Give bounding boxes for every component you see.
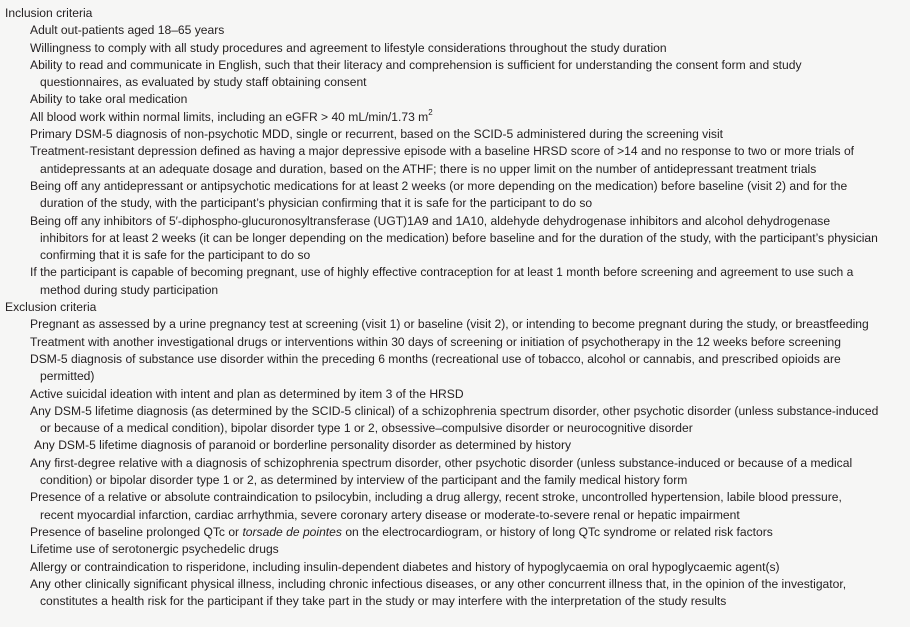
- exclusion-item: Presence of baseline prolonged QTc or torsade de pointes on the electrocardiogram, or history of long QTc syndrome or related risk factors: [30, 524, 773, 539]
- exclusion-item: Active suicidal ideation with intent and plan as determined by item 3 of the HRSD: [30, 386, 464, 401]
- exclusion-item: Lifetime use of serotonergic psychedelic drugs: [30, 542, 279, 557]
- inclusion-item: Being off any antidepressant or antipsychotic medications for at least 2 weeks (or more depending on the medication) before baseline (visit 2) and for the duration of the study, with the participant’s physician confirming that it is safe for the participant to do so: [30, 178, 848, 211]
- inclusion-item: Being off any inhibitors of 5′-diphospho-glucuronosyltransferase (UGT)1A9 and 1A10, aldehyde dehydrogenase inhibitors and alcohol dehydrogenase inhibitors for at least 2 weeks (it can be longer depending on the medication) before baseline and for the duration of the study, with the participant’s physician confirming that it is safe for the participant to do so: [30, 213, 878, 263]
- exclusion-item: Any first-degree relative with a diagnosis of schizophrenia spectrum disorder, other psychotic disorder (unless substance-induced or because of a medical condition) or bipolar disorder type 1 or 2, as determined by interview of the participant and the family medical history form: [30, 455, 853, 488]
- exclusion-item: DSM-5 diagnosis of substance use disorder within the preceding 6 months (recreational use of tobacco, alcohol or cannabis, and prescribed opioids are permitted): [30, 351, 841, 384]
- exclusion-item: Presence of a relative or absolute contraindication to psilocybin, including a drug allergy, recent stroke, uncontrolled hypertension, labile blood pressure, recent myocardial infarction, cardiac arrhythmia, severe coronary artery disease or moderate-to-severe renal or hepatic impairment: [30, 490, 842, 522]
- inclusion-item: Treatment-resistant depression defined as having a major depressive episode with a baseline HRSD score of >14 and no response to two or more trials of antidepressants at an adequate dosage and duration, based on the ATHF; there is no upper limit on the number of antidepressant treatment trials: [30, 144, 855, 176]
- exclusion-item: Pregnant as assessed by a urine pregnancy test at screening (visit 1) or baseline (visit 2), or intending to become pregnant during the study, or breastfeeding: [30, 317, 869, 332]
- superscript: 2: [428, 107, 433, 117]
- inclusion-criteria-heading: Inclusion criteria: [5, 6, 93, 20]
- exclusion-item: Any DSM-5 lifetime diagnosis of paranoid or borderline personality disorder as determined by history: [34, 438, 572, 453]
- inclusion-item: Willingness to comply with all study procedures and agreement to lifestyle considerations throughout the study duration: [30, 40, 667, 55]
- exclusion-item: Any other clinically significant physical illness, including chronic infectious diseases, or any other concurrent illness that, in the opinion of the investigator, constitutes a health risk for the participant if they take part in the study or may interfere with the interpretation of the study results: [30, 576, 847, 609]
- inclusion-item: Ability to read and communicate in English, such that their literacy and comprehension is sufficient for understanding the consent form and study questionnaires, as evaluated by study staff obtaining consent: [30, 57, 802, 90]
- exclusion-item: Allergy or contraindication to risperidone, including insulin-dependent diabetes and history of hypoglycaemia on oral hypoglycaemic agent(s): [30, 559, 780, 574]
- inclusion-item: All blood work within normal limits, including an eGFR > 40 mL/min/1.73 $m^2$: [30, 107, 433, 124]
- inclusion-item: If the participant is capable of becoming pregnant, use of highly effective contraception for at least 1 month before screening and agreement to use such a method during study participation: [30, 265, 854, 297]
- exclusion-criteria-heading: Exclusion criteria: [5, 300, 97, 315]
- exclusion-item: Treatment with another investigational drugs or interventions within 30 days of screening or initiation of psychotherapy in the 12 weeks before screening: [30, 334, 841, 349]
- exclusion-item: Any DSM-5 lifetime diagnosis (as determined by the SCID-5 clinical) of a schizophrenia spectrum disorder, other psychotic disorder (unless substance-induced or because of a medical condition), bipolar disorder type 1 or 2, obsessive–compulsive disorder or neurocognitive disorder: [30, 403, 879, 436]
- inclusion-item: Adult out-patients aged 18–65 years: [30, 23, 225, 38]
- inclusion-item: Ability to take oral medication: [30, 92, 188, 107]
- inclusion-item: Primary DSM-5 diagnosis of non-psychotic MDD, single or recurrent, based on the SCID-5 administered during the screening visit: [30, 127, 724, 142]
- italic-term: torsade de pointes: [242, 524, 342, 539]
